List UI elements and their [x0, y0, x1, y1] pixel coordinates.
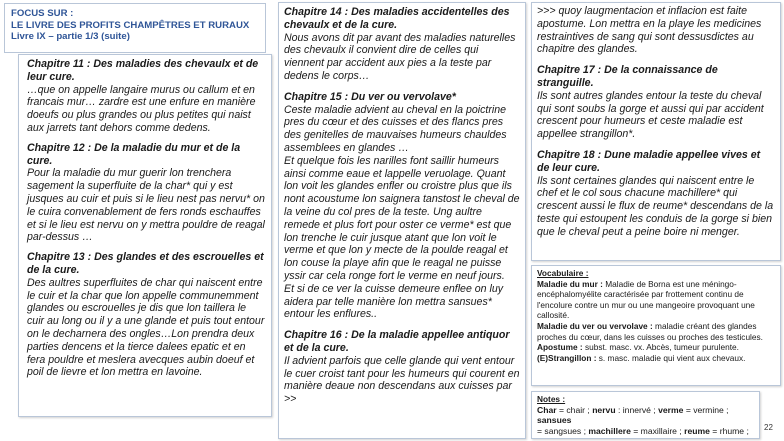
note-definition: = maxillaire ;: [630, 426, 685, 437]
vocabulary-title: Vocabulaire :: [537, 268, 589, 278]
vocab-term: Maladie du mur :: [537, 278, 603, 289]
chapter-12-text: Pour la maladie du mur guerir lon trenchera sagement la superfluite de la char* qui y est jusques au cuir et puis si le lieu nest pas nervu* on le cuira convenablement de fers ronds eschauffes et si le lieu est nervu on y mettra pouldre de reagal par-dessus …: [27, 167, 265, 244]
chapter-13-text: Des aultres superfluites de char qui naiscent entre le cuir et la char que lon appelle communemment glandes ou escrouelles je dis que lon taillera le cuir au long ou il y a une glande et puis tout entour on le decharnera des ongles…Lon prendra deux parties dencens et la tierce dalees epatic et en fera pouldre et meslera avecques aubin doeuf et poil de lievre et lon mettra en lavoine.: [27, 276, 265, 379]
continuation-text: >>> quoy laugmentacion et inflacion est faite apostume. Lon mettra en la playe les medicines restraintives de sang qui sont dessusdictes au chapitre des glandes.: [537, 5, 762, 56]
vocab-term: (E)Strangillon :: [537, 352, 597, 363]
notes-title: Notes :: [537, 394, 566, 404]
note-term: reume: [684, 426, 710, 437]
vocab-term: Maladie du ver ou vervolave :: [537, 320, 653, 331]
chapter-12-heading: Chapitre 12 : De la maladie du mur et de la cure.: [27, 141, 241, 167]
vocab-definition: s. masc. maladie qui vient aux chevaux.: [596, 352, 746, 363]
column-2: [278, 2, 526, 439]
chapter-17-text: Ils sont autres glandes entour la teste du cheval qui sont soubs la gorge et aussi qui par accident crescent pour humeurs et ceste maladie est appellee strangillon*.: [537, 89, 764, 141]
notes-box: [531, 391, 760, 439]
chapter-15-text-2: Et quelque fois les narilles font saillir humeurs ainsi comme eaue et lappelle veruolage. Quant lon voit les glandes enfler ou croistre plus que ils nont acoustume lon saignera tanstost le cheval de la veine du col pres de la teste. Ung aultre remede et plus fort pour oster ce verme* est que lon trenche le cuir jusque atant que lon voit le verme et que lon y mecte de la poulde reagal et lon couse la playe afin que le reagal ne puisse yssir car cela ronge fort le verme en neuf jours.: [284, 154, 520, 282]
chapter-14-heading: Chapitre 14 : Des maladies accidentelles des chevaulx et de la cure.: [284, 6, 510, 31]
chapter-11-heading: Chapitre 11 : Des maladies des chevaulx et de leur cure.: [27, 58, 259, 83]
note-term: sansues: [537, 415, 572, 426]
vocab-entry: [537, 353, 775, 364]
note-definition: = rhume ;: [709, 426, 749, 437]
chapter-15-heading: Chapitre 15 : Du ver ou vervolave*: [284, 90, 456, 103]
note-definition: = vermine ;: [683, 404, 729, 415]
chapter-15-text-1: Ceste maladie advient au cheval en la poictrine pres du cœur et des cuisses et des flancs pres des genitelles de mauvaises humeurs chauldes assemblees en glandes …: [284, 103, 507, 154]
column-3: [531, 2, 781, 261]
chapter-18-text: Ils sont certaines glandes qui naiscent entre le chef et le col sous chacune machillere* qui crescent aussi le flux de reume* descendans de la teste qui estoupent les conduis de la gorge si bien que le cheval peut a peine boire ni menger.: [537, 174, 774, 238]
note-definition: = sangsues ;: [537, 426, 589, 437]
vocab-entry: [537, 321, 775, 342]
note-term: machillere: [588, 426, 631, 437]
note-term: nervu: [592, 404, 616, 415]
page-number: 22: [764, 423, 773, 432]
note-term: verme: [658, 404, 684, 415]
vocab-definition: maladie créant des glandes proches du cœur, dans les cuisses ou proches des testicules.: [537, 320, 763, 342]
focus-title-box: [4, 3, 266, 53]
vocab-definition: subst. masc. vx. Abcès, tumeur purulente.: [582, 342, 739, 353]
chapter-16-heading: Chapitre 16 : De la maladie appellee antiquor et de la cure.: [284, 329, 510, 354]
chapter-11-text: …que on appelle langaire murus ou callum et en francais mur… zardre est une enfure en manière doeufs ou plus grandes ou plus petites qui naist aux jarrets tant dehors comme dedens.: [27, 83, 256, 134]
vocab-term: Apostume :: [537, 342, 583, 353]
focus-line-2: LE LIVRE DES PROFITS CHAMPÊTRES ET RURAUX: [11, 19, 250, 31]
chapter-13-heading: Chapitre 13 : Des glandes et des escrouelles et de la cure.: [27, 251, 264, 276]
focus-line-1: FOCUS SUR :: [11, 8, 74, 19]
note-definition: = chair ;: [556, 404, 593, 415]
vocab-definition: Maladie de Borna est une méningo-encéphalomyélite caractérisée par frottement continu de l'encolure contre un mur ou une mangeoire provoquant une callosité.: [537, 278, 755, 321]
focus-line-3: Livre IX – partie 1/3 (suite): [11, 31, 130, 43]
vocab-entry: [537, 279, 775, 321]
chapter-17-heading: Chapitre 17 : De la connaissance de stranguille.: [537, 64, 718, 89]
vocab-entry: [537, 342, 775, 353]
chapter-15-text-3: Et si de ce ver la cuisse demeure enflee on luy aidera par telle manière lon mettra sansues* entour les enflures..: [284, 282, 504, 321]
vocabulary-box: [531, 265, 781, 386]
column-1: [18, 54, 272, 417]
chapter-16-text: Il advient parfois que celle glande qui vent entour le cuer croist tant pour les humeurs qui courent en manière deaue non descendans aux cuisses par >>: [284, 354, 520, 406]
notes-line-1: [537, 405, 754, 427]
note-term: Char: [537, 404, 557, 415]
chapter-18-heading: Chapitre 18 : Dune maladie appellee vives et de leur cure.: [537, 148, 761, 174]
note-definition: : innervé ;: [615, 404, 659, 415]
chapter-14-text: Nous avons dit par avant des maladies naturelles des chevaulx il convient dire de celles qui viennent par accident aux pies a la teste par dedens le corps…: [284, 31, 516, 82]
notes-line-2: [537, 426, 754, 437]
